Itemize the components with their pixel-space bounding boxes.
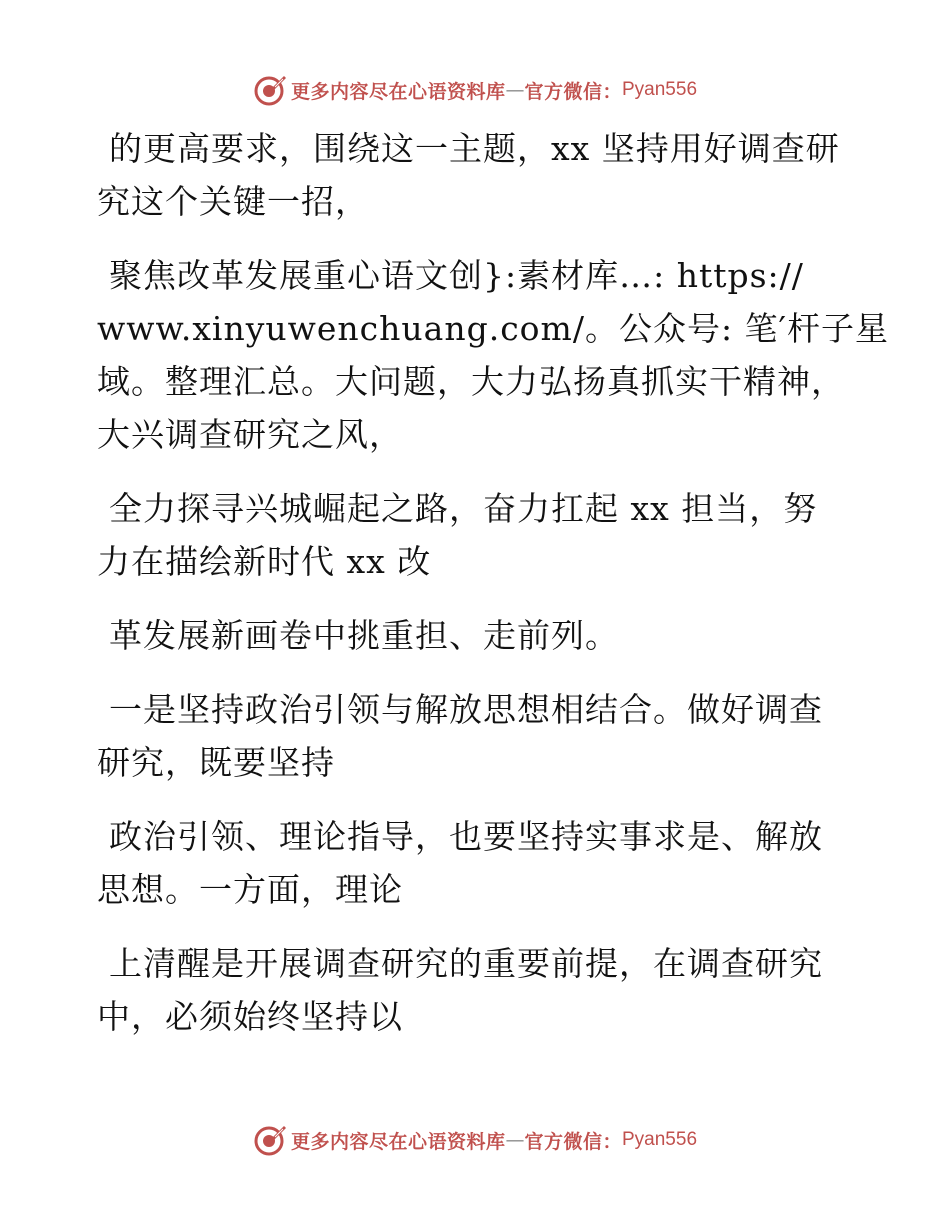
paragraph-line: www.xinyuwenchuang.com/。公众号: 笔′杆子星	[97, 309, 890, 348]
footer-watermark	[0, 1120, 950, 1160]
paragraph	[97, 249, 890, 461]
paragraph-line: 政治引领、理论指导，也要坚持实事求是、解放	[109, 817, 823, 856]
paragraph-line: 域。整理汇总。大问题，大力弘扬真抓实干精神，	[97, 362, 845, 401]
paragraph	[97, 482, 857, 588]
pen-logo-icon	[253, 1123, 287, 1157]
paragraph-line: 大兴调查研究之风，	[97, 415, 403, 454]
document-body	[97, 122, 890, 1064]
paragraph-line: 全力探寻兴城崛起之路，奋力扛起 xx 担当，努	[109, 489, 818, 528]
watermark-site: 更多内容尽在心语资料库	[290, 1130, 506, 1153]
watermark-official: 官方微信：	[524, 1130, 622, 1153]
paragraph-line: 研究，既要坚持	[97, 743, 335, 782]
watermark-wechat-id: Pyan556	[622, 1129, 698, 1150]
paragraph-line: 思想。一方面，理论	[97, 870, 403, 909]
pen-logo-icon	[253, 73, 287, 107]
paragraph	[97, 937, 857, 1043]
paragraph	[97, 609, 857, 662]
paragraph-line: 中，必须始终坚持以	[97, 997, 403, 1036]
watermark-wechat-id: Pyan556	[622, 79, 698, 100]
paragraph-line: 力在描绘新时代 xx 改	[97, 542, 432, 581]
paragraph	[97, 810, 857, 916]
paragraph-line: 究这个关键一招，	[97, 182, 369, 221]
watermark-official: 官方微信：	[524, 80, 622, 103]
paragraph	[97, 122, 857, 228]
paragraph-line: 上清醒是开展调查研究的重要前提，在调查研究	[109, 944, 823, 983]
paragraph-line: 的更高要求，围绕这一主题，xx 坚持用好调查研	[109, 129, 840, 168]
watermark-separator: —	[505, 1129, 525, 1151]
paragraph-line: 聚焦改革发展重心语文创}:素材库…: https://	[109, 256, 804, 295]
paragraph-line: 革发展新画卷中挑重担、走前列。	[109, 616, 619, 655]
watermark-separator: —	[505, 79, 525, 101]
header-watermark	[0, 70, 950, 110]
watermark-site: 更多内容尽在心语资料库	[290, 80, 506, 103]
paragraph-line: 一是坚持政治引领与解放思想相结合。做好调查	[109, 690, 823, 729]
paragraph	[97, 683, 857, 789]
